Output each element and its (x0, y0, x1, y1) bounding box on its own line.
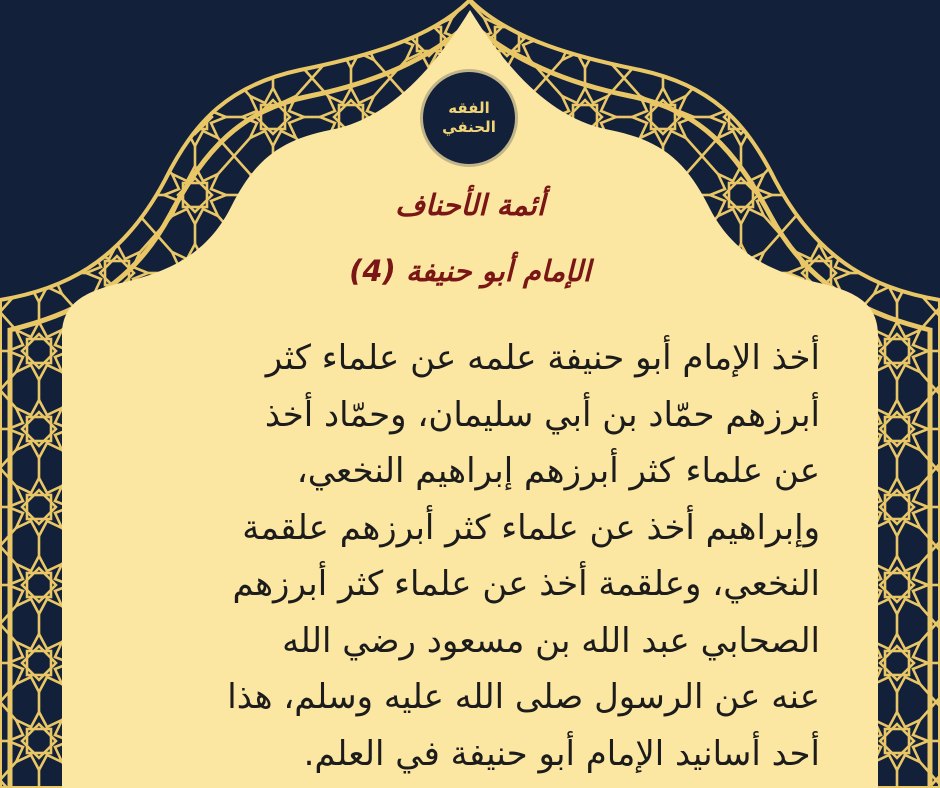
body-line: عنه عن الرسول صلى الله عليه وسلم، هذا (227, 677, 820, 717)
body-line: وإبراهيم أخذ عن علماء كثر أبرزهم علقمة (242, 507, 820, 548)
page-subtitle: الإمام أبو حنيفة (4) (349, 254, 591, 288)
logo-line-2: الحنفي (442, 118, 496, 136)
body-line: الصحابي عبد الله بن مسعود رضي الله (282, 620, 820, 661)
body-line: أخذ الإمام أبو حنيفة علمه عن علماء كثر (265, 338, 820, 378)
body-line: النخعي، وعلقمة أخذ عن علماء كثر أبرزهم (232, 564, 820, 604)
body-paragraph (118, 330, 820, 782)
brand-logo (423, 72, 515, 164)
body-line: أحد أسانيد الإمام أبو حنيفة في العلم. (303, 733, 820, 774)
logo-line-1: الفقه (448, 99, 490, 117)
page-title: أئمة الأحناف (395, 188, 545, 222)
body-line: عن علماء كثر أبرزهم إبراهيم النخعي، (296, 451, 820, 491)
body-line: أبرزهم حمّاد بن أبي سليمان، وحمّاد أخذ (264, 394, 820, 435)
